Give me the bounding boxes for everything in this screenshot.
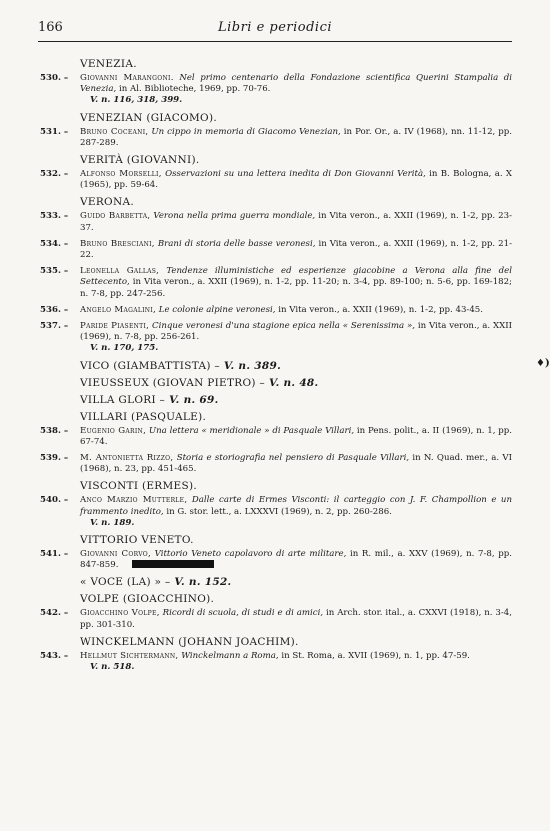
margin-mark: ♦) [536,358,550,369]
entry-citation: in N. Quad. mer., a. VI (1968), n. 23, pp. 451-465. [80,453,512,475]
section-heading [80,411,512,424]
entry-number: 541. – [40,549,69,560]
entry-number: 532. – [40,169,69,180]
heading-text: VENEZIAN (GIACOMO). [80,111,218,124]
bibliography-entry [40,73,512,107]
entry-title: Le colonie alpine veronesi, [158,304,276,315]
bibliography-entry [40,305,512,316]
entry-number: 536. – [40,304,69,315]
entry-title: Tendenze illuministiche ed esperienze giacobine a Verona alla fine del Settecento, [80,266,512,288]
see-also-reference: V. n. 170, 175. [90,343,159,354]
section-heading [80,480,512,493]
entry-title: Una lettera « meridionale » di Pasquale Villari, [148,425,355,436]
cross-reference: V. n. 48. [265,376,319,389]
entry-number: 530. – [40,73,69,83]
entry-author: Eugenio Garin, [80,425,147,436]
entry-number: 540. – [40,495,69,506]
entry-title: Verona nella prima guerra mondiale, [153,211,316,222]
entry-number: 537. – [40,321,69,332]
section-heading [80,394,512,407]
heading-text: VICO (GIAMBATTISTA) – [80,359,220,372]
cross-reference: V. n. 152. [170,576,232,589]
entry-number: 534. – [40,238,69,249]
entry-citation: in B. Bologna, a. X (1965), pp. 59-64. [80,169,512,191]
heading-text: VILLARI (PASQUALE). [80,410,207,423]
entry-citation: in R. mil., a. XXV (1969), n. 7-8, pp. 847-859. [80,549,512,571]
entry-citation: in Vita veron., a. XXII (1969), n. 1-2, pp. 43-45. [275,304,483,315]
entry-number: 543. – [40,650,69,661]
entry-title: Osservazioni su una lettera inedita di Don Giovanni Verità, [165,169,426,180]
entry-author: Angelo Magalini, [80,304,157,315]
heading-text: « VOCE (LA) » – [80,576,171,589]
bibliography-entry [40,239,512,261]
cross-reference: V. n. 69. [165,393,219,406]
entry-citation: in Arch. stor. ital., a. CXXVI (1918), n. 3-4, pp. 301-310. [80,608,512,630]
bibliography-entry [40,211,512,233]
bibliography-entry [40,608,512,630]
entry-author: Guido Barbetta, [80,211,151,222]
entry-number: 531. – [40,126,69,137]
page-number: 166 [38,20,63,35]
heading-text: VISCONTI (ERMES). [80,480,198,493]
entry-author: Hellmut Sichtermann, [80,650,179,661]
page-header [38,19,512,42]
entry-title: Storia e storiografia nel pensiero di Pasquale Villari, [176,453,410,464]
bibliography-entry [40,453,512,475]
entry-citation: in Vita veron., a. XXII (1969), n. 1-2, pp. 11-20; n. 3-4, pp. 89-100; n. 5-6, pp. 169-182; n. 7-8, pp. 247-256. [80,277,512,299]
entry-author: Gioacchino Volpe, [80,608,160,619]
entry-title: Brani di storia delle basse veronesi, [157,238,316,249]
heading-text: VENEZIA. [80,58,137,70]
section-heading [80,196,512,209]
section-heading [80,636,512,649]
heading-text: WINCKELMANN (JOHANN JOACHIM). [80,635,299,648]
entry-number: 535. – [40,266,69,277]
section-heading [80,112,512,125]
entry-author: Leonella Gallas, [80,266,160,277]
entry-author: M. Antonietta Rizzo, [80,453,174,464]
section-heading [80,534,512,547]
entry-title: Winckelmann a Roma, [181,650,279,661]
bibliography-entry [40,495,512,529]
section-heading [80,576,512,589]
bibliography-entry [40,321,512,355]
entry-citation: in Por. Or., a. IV (1968), nn. 11-12, pp. 287-289. [80,126,513,148]
entry-citation: in Al. Biblioteche, 1969, pp. 70-76. [116,84,271,95]
entry-citation: in Pens. polit., a. II (1969), n. 1, pp. 67-74. [80,425,512,447]
entry-citation: in Vita veron., a. XXII (1969), n. 1-2, pp. 21-22. [80,238,512,261]
entry-title: Ricordi di scuola, di studi e di amici, [162,608,324,619]
entry-author: Alfonso Morselli, [80,169,162,180]
entry-title: Nel primo centenario della Fondazione scientifica Querini Stampalia di Venezia, [80,73,513,95]
entry-author: Giovanni Marangoni. [80,73,174,83]
section-heading [80,58,512,71]
entry-author: Bruno Bresciani, [80,238,155,249]
entry-author: Bruno Coceani, [80,126,149,137]
section-heading [80,377,512,390]
bibliography-entry [40,426,512,448]
entry-number: 533. – [40,211,69,222]
entry-citation: in Vita veron., a. XXII (1969), n. 1-2, pp. 23-37. [80,211,513,233]
heading-text: VERONA. [80,196,134,209]
entry-number: 539. – [40,453,69,464]
heading-text: VOLPE (GIOACCHINO). [80,593,215,606]
section-heading [80,154,512,167]
heading-text: VILLA GLORI – [80,393,166,406]
running-title: Libri e periodici [217,20,333,35]
entry-number: 538. – [40,425,69,436]
bibliography-entry [40,651,512,673]
bibliography-entry [40,549,512,571]
entry-author: Giovanni Corvo, [80,549,152,560]
cross-reference: V. n. 389. [219,359,282,372]
entry-author: Paride Piasenti, [80,321,150,332]
see-also-reference: V. n. 189. [90,517,135,528]
bibliography-entry [40,169,512,191]
entry-title: Un cippo in memoria di Giacomo Venezian, [151,126,341,137]
bibliography-entry [40,266,512,300]
heading-text: VITTORIO VENETO. [80,534,194,547]
entry-author: Anco Marzio Mutterle, [80,495,188,506]
entry-title: Dalle carte di Ermes Visconti: il carteggio con J. F. Champollion e un frammento inedito, [80,495,512,517]
heading-text: VIEUSSEUX (GIOVAN PIETRO) – [80,376,265,389]
section-heading [80,593,512,606]
entry-citation: in Vita veron., a. XXII (1969), n. 7-8, pp. 256-261. [80,321,513,343]
entry-title: Cinque veronesi d'una stagione epica nella « Serenissima », [152,321,415,332]
redaction-bar [132,560,214,568]
bibliography-list [40,54,512,678]
see-also-reference: V. n. 116, 318, 399. [90,95,183,106]
see-also-reference: V. n. 518. [90,662,135,673]
entry-number: 542. – [40,608,69,619]
entry-title: Vittorio Veneto capolavoro di arte militare, [154,549,347,560]
entry-citation: in G. stor. lett., a. LXXXVI (1969), n. 2, pp. 260-286. [163,506,392,517]
bibliography-entry [40,127,512,149]
heading-text: VERITÀ (GIOVANNI). [80,154,200,167]
entry-citation: in St. Roma, a. XVII (1969), n. 1, pp. 47-59. [278,650,470,661]
section-heading [80,360,512,373]
